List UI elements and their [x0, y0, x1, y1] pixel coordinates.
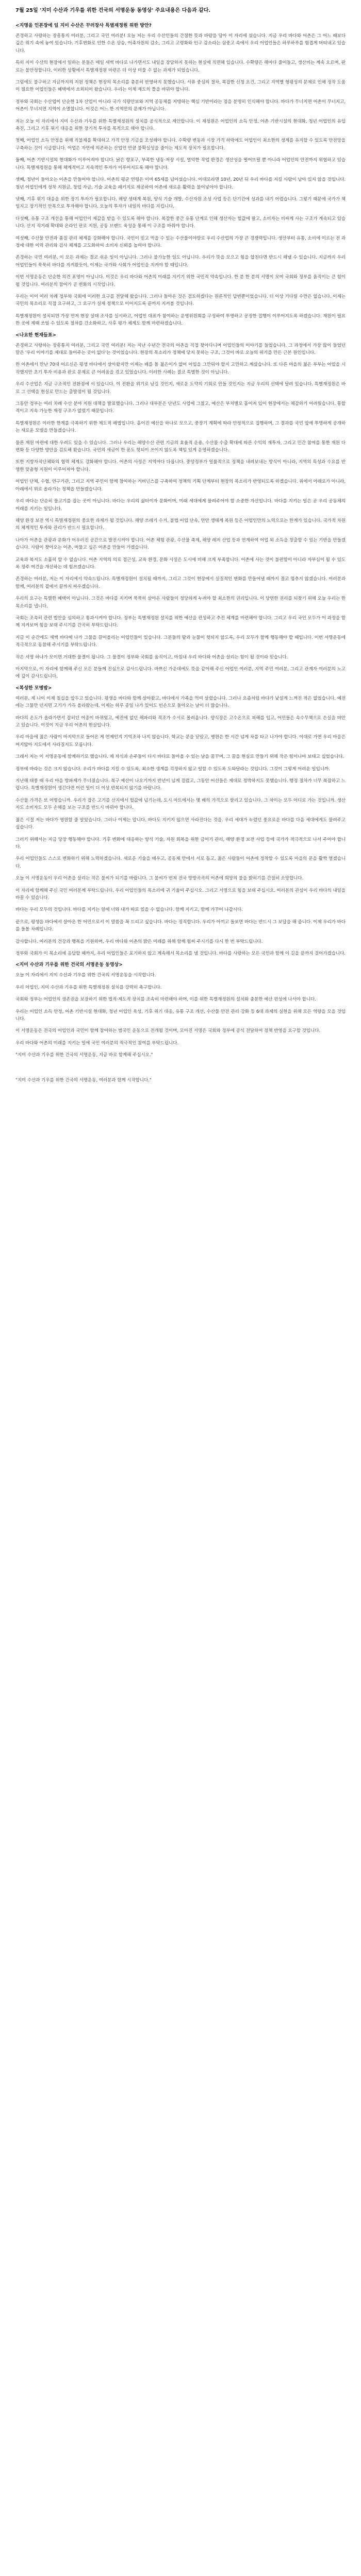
body-paragraph: 특별재정원이 설치되면 가장 먼저 현장 실태 조사를 실시하고, 어업인 대표가 참여하는 운영위원회를 구성하여 투명하고 공정한 집행이 이루어지도록 하겠습니다. 재원이 필요한 곳에 제때 쓰일 수 있도록 절차를 간소화하고, 사후 평가 체계도 함께 마련하겠습니다.	[15, 313, 346, 327]
body-paragraph: 나아가 어촌을 관광과 문화가 어우러진 공간으로 발전시켜야 합니다. 어촌 체험 관광, 수산물 축제, 해양 레저 산업 등과 연계하여 어업 외 소득을 창출할 수 있는 기반을 만들겠습니다. 사람이 찾아오는 어촌, 머물고 싶은 어촌을 만들어 가겠습니다.	[15, 537, 346, 551]
section-heading: <복성한 모병밤>	[15, 685, 52, 691]
body-paragraph: 저는 오늘 이 자리에서 지미 수산과 기우를 위한 특별재정원의 설치를 공식적으로 제안합니다. 이 재정원은 어업인의 소득 안정, 어촌 기반시설의 현대화, 청년 어업인의 유입 촉진, 그리고 기후 위기 대응을 위한 장기적 투자를 목적으로 해야 합니다.	[15, 118, 346, 132]
body-paragraph: 셋째, 청년이 돌아오는 어촌을 만들어야 합니다. 어촌의 평균 연령은 이미 65세를 넘어섰습니다. 이대로라면 10년, 20년 뒤 우리 바다를 지킬 사람이 남아 있지 않을 것입니다. 청년 어업인에게 정착 지원금, 창업 자금, 기술 교육을 패키지로 제공하여 어촌에 새로운 활력을 불어넣어야 합니다.	[15, 177, 346, 190]
body-paragraph: 우리 바다와 어촌의 미래를 지키는 일에 국민 여러분의 적극적인 참여를 부탁드립니다.	[15, 1040, 179, 1046]
body-paragraph: 감사합니다. 여러분의 건강과 행복을 기원하며, 우리 바다와 어촌의 밝은 미래를 위해 함께 힘써 주시기를 다시 한 번 부탁드립니다.	[15, 939, 263, 944]
body-paragraph: 특히 지미 수산의 현장에서 일하는 분들은 매일 새벽 바다로 나가면서도 내일을 장담하지 못하는 현실에 직면해 있습니다. 수확량은 해마다 줄어들고, 생산비는 계속 오르며, 판로는 불안정합니다. 이러한 상황에서 특별재정원 마련은 더 이상 미룰 수 없는 과제가 되었습니다.	[15, 60, 346, 73]
body-paragraph: 우리는 어업인 소득 안정, 어촌 기반시설 현대화, 청년 어업인 육성, 기후 위기 대응, 유통 구조 개선, 수산물 안전 관리 강화 등 6대 과제의 실현을 위해 모든 역량을 모을 것입니다.	[15, 1009, 346, 1022]
body-paragraph: 존경하고 사랑하는 장흥통지 여러분, 그리고 국민 여러분! 저는 지난 수년간 전국의 어촌을 직접 찾아다니며 어업인들의 이야기를 들었습니다. 그 과정에서 가장 많이 들었던 말은 '우리 이야기를 제대로 들어주는 곳이 없다'는 것이었습니다. 현장의 목소리가 정책에 닿지 못하는 구조, 그것이 바로 오늘의 위기를 만든 근본 원인입니다.	[15, 343, 346, 355]
body-paragraph: 국회와 정부는 어업인의 생존권을 보장하기 위한 법적·제도적 장치를 조속히 마련해야 하며, 이를 위한 특별재정원의 설치와 충분한 예산 편성에 나서야 합니다.	[15, 997, 316, 1003]
body-paragraph: 교육과 복지도 소홀히 할 수 없습니다. 어촌 지역의 의료 접근성, 교육 환경, 문화 시설은 도시에 비해 크게 부족합니다. 어촌에 사는 것이 불편함이 아니라 자부심이 될 수 있도록 정주 여건을 개선하는 데 힘쓰겠습니다.	[15, 557, 346, 570]
body-paragraph: 작은 서명 하나가 모이면 거대한 물결이 됩니다. 그 물결이 정부와 국회를 움직이고, 마침내 우리 바다와 어촌을 살리는 힘이 될 것이라 믿습니다.	[15, 654, 288, 660]
section-heading: <지미 수산과 기우를 위한 건국의 서명운동 동영상>	[15, 962, 123, 968]
body-paragraph: 정부와 국회가 이 목소리에 응답할 때까지, 우리 어업인들은 포기하지 않고 계속해서 목소리를 낼 것입니다. 바다를 사랑하는 모든 국민과 함께 이 길을 끝까지 걸어가겠습니다.	[15, 951, 346, 956]
press-release-title: 7월 25일 '지미 수산과 기우를 위한 건국의 서명운동 동영상' 주요내용은 다음과 같다.	[15, 8, 211, 13]
body-paragraph: 우리는 이미 여러 차례 정부와 국회에 이러한 요구를 전달해 왔습니다. 그러나 돌아온 것은 검토하겠다는 원론적인 답변뿐이었습니다. 더 이상 기다릴 수만은 없습니다. 이제는 국민의 목소리로 직접 요구하고, 그 요구가 실제 정책으로 이어지도록 끝까지 지켜볼 것입니다.	[15, 294, 346, 307]
body-paragraph: 끝으로, 평생을 바다에서 살아온 한 어민으로서 이 말씀을 꼭 드리고 싶습니다. 바다는 정직합니다. 우리가 아끼고 돌보면 바다는 반드시 그 보답을 해 줍니다. 이제 우리가 바다를 돌볼 차례입니다.	[15, 919, 346, 933]
section-heading: <나요한 현재들표>	[15, 332, 57, 338]
body-paragraph: 우리 어업인들도 스스로 변화하기 위해 노력하겠습니다. 새로운 기술을 배우고, 공동체 안에서 서로 돕고, 젊은 사람들이 어촌에 정착할 수 있도록 마을의 문을 활짝 열겠습니다.	[15, 856, 346, 869]
body-paragraph: 우리 마을에 젊은 사람이 마지막으로 들어온 게 언제인지 기억조차 나지 않습니다. 학교는 문을 닫았고, 병원은 한 시간 넘게 차를 타고 나가야 합니다. 이대로 가면 우리 마을은 머지않아 지도에서 사라질지도 모릅니다.	[15, 735, 346, 748]
body-paragraph: 둘째, 어촌 기반시설의 현대화가 이루어져야 합니다. 낡은 항포구, 부족한 냉동·저장 시설, 열악한 작업 환경은 생산성을 떨어뜨릴 뿐 아니라 어업인의 안전까지 위협하고 있습니다. 특별재정원을 통해 체계적이고 지속적인 투자가 이루어지도록 해야 합니다.	[15, 158, 346, 171]
body-paragraph: 존경하는 여러분, 저는 이 자리에서 약속드립니다. 특별재정원이 설치될 때까지, 그리고 그것이 현장에서 실질적인 변화를 만들어낼 때까지 결코 멈추지 않겠습니다. 여러분과 함께, 여러분의 곁에서 끝까지 싸우겠습니다.	[15, 577, 346, 589]
body-paragraph: 수산물 가격은 또 어떻습니까. 우리가 잡은 고기를 산지에서 헐값에 넘기는데, 도시 마트에서는 몇 배의 가격으로 팔리고 있습니다. 그 차이는 모두 어디로 가는 것입니까. 생산자도 소비자도 모두 손해를 보는 구조를 반드시 바꿔야 합니다.	[15, 798, 346, 811]
section-heading: <지명을 인본장에 일 지미 수산은 꾸러장사 특별재정원 위한 방안?	[15, 23, 152, 28]
body-paragraph: 그럼에도 불구하고 지금까지의 지원 정책은 현장의 목소리를 충분히 반영하지 못했습니다. 서류 중심의 절차, 복잡한 신청 요건, 그리고 지역별 형평성의 문제로 인해 정작 도움이 필요한 어업인들은 혜택에서 소외되어 왔습니다. 우리는 이제 제도의 틀을 바꿔야 합니다.	[15, 80, 346, 93]
body-paragraph: 이 서명운동은 전국의 어업인과 국민이 함께 참여하는 범국민 운동으로 전개될 것이며, 모아진 서명은 국회와 정부에 공식 전달하여 정책 반영을 요구할 것입니다.	[15, 1028, 321, 1034]
body-paragraph: 오늘 이 자리에서 지미 수산과 기우를 위한 건국의 서명운동을 시작합니다.	[15, 973, 156, 978]
body-paragraph: 어업인 단체, 수협, 연구기관, 그리고 지역 주민이 함께 참여하는 거버넌스를 구축하여 정책의 기획 단계부터 현장의 목소리가 반영되도록 하겠습니다. 위에서 아래로가 아니라, 아래에서 위로 올라가는 정책을 만들겠습니다.	[15, 479, 346, 492]
body-paragraph: 우리 어업인, 지미 수산과 기우를 위한 특별재정원 설치를 강력히 촉구합니다.	[15, 985, 162, 990]
body-paragraph: 여섯째, 수산물 안전과 품질 관리 체계를 강화해야 합니다. 국민이 믿고 먹을 수 있는 수산물이야말로 우리 수산업의 가장 큰 경쟁력입니다. 생산부터 유통, 소비에 이르는 전 과정에 대한 이력 관리와 검사 체계를 고도화하여 소비자 신뢰를 높여야 합니다.	[15, 235, 346, 248]
body-paragraph: 해양 환경 보전 역시 특별재정원의 중요한 과제가 될 것입니다. 해양 쓰레기 수거, 불법 어업 단속, 연안 생태계 복원 등은 어업인만의 노력으로는 한계가 있습니다. 국가적 차원의 체계적인 투자와 관리가 반드시 필요합니다.	[15, 518, 346, 531]
body-paragraph: 이 자리에 함께해 주신 국민 여러분께 부탁드립니다. 우리 어업인들의 목소리에 귀 기울여 주십시오. 그리고 서명으로 힘을 보태 주십시오. 여러분의 관심이 우리 바다의 내일을 바꿀 수 있습니다.	[15, 888, 346, 901]
body-paragraph: 존경하는 국민 여러분, 이 모든 과제는 결코 쉬운 일이 아닙니다. 그러나 불가능한 일도 아닙니다. 우리가 뜻을 모으고 힘을 합친다면 반드시 해낼 수 있습니다. 지금까지 우리 어업인들이 묵묵히 바다를 지켜왔듯이, 이제는 국가와 사회가 어업인을 지켜야 할 때입니다.	[15, 255, 346, 268]
body-paragraph: 물론 재원 마련에 대한 우려도 있을 수 있습니다. 그러나 우리는 해양수산 관련 기금의 효율적 운용, 수산물 수출 확대에 따른 수익의 재투자, 그리고 민간 참여를 통한 재원 다변화 등 다양한 방안을 검토해 왔습니다. 국민의 세금이 한 푼도 헛되이 쓰이지 않도록 책임 있게 운영하겠습니다.	[15, 440, 346, 453]
body-paragraph: 이번 서명운동은 단순한 의견 표명이 아닙니다. 이것은 우리 바다와 어촌의 미래를 지키기 위한 국민적 약속입니다. 한 분 한 분의 서명이 모여 국회와 정부를 움직이는 큰 힘이 될 것입니다. 여러분의 참여가 곧 변화의 시작입니다.	[15, 275, 346, 287]
body-paragraph: 오늘 이 서명운동이 우리 어촌을 살리는 작은 불씨가 되기를 바랍니다. 그 불씨가 번져 전국 방방곡곡의 어촌에 희망의 불을 밝히기를 간절히 소망합니다.	[15, 876, 304, 882]
body-paragraph: 마지막으로, 이 자리에 함께해 주신 모든 분들께 진심으로 감사드립니다. 바쁘신 가운데에도 뜻을 같이해 주신 어업인 여러분, 지역 주민 여러분, 그리고 관계자 여러분의 노고에 깊이 감사드립니다.	[15, 667, 346, 680]
body-paragraph: 존경하고 사랑하는 장흥통지 여러분, 그리고 국민 여러분! 오늘 저는 우리 수산인들의 간절한 뜻과 바람을 담아 이 자리에 섰습니다. 지금 우리 바다와 어촌은 그 어느 때보다 깊은 위기 속에 놓여 있습니다. 기후변화로 인한 수온 상승, 어족자원의 감소, 그리고 고령화와 인구 감소라는 삼중고 속에서 우리 어업인들은 하루하루를 힘겹게 버텨내고 있습니다.	[15, 33, 346, 54]
body-section	[15, 23, 346, 328]
body-paragraph: 그러기 위해서는 지금 당장 행동해야 합니다. 기후 변화에 대응하는 양식 기술, 자원 회복을 위한 금어기 관리, 해양 환경 보전 사업 등에 국가가 적극적으로 나서 주어야 합니다.	[15, 837, 346, 850]
body-paragraph: 여러분, 제 나이 이제 칠십을 앞두고 있습니다. 평생을 바다와 함께 살아왔고, 바다에서 가족을 먹여 살렸습니다. 그러나 요즘처럼 바다가 낯설게 느껴진 적은 없었습니다. 예전에는 그물만 던지면 고기가 가득 올라왔는데, 이제는 하루 종일 나가 있어도 빈손으로 돌아오는 날이 더 많습니다.	[15, 696, 346, 709]
body-paragraph: 지난해 태풍 때 우리 마을 방파제가 무너졌습니다. 복구 예산이 나오기까지 반년이 넘게 걸렸고, 그동안 어선들은 제대로 정박하지도 못했습니다. 행정 절차가 너무 복잡하고 느립니다. 특별재정원이 생긴다면 이런 일이 더 이상 반복되지 않기를 바랍니다.	[15, 778, 346, 791]
body-paragraph: 바다는 우리 모두의 것입니다. 바다를 지키는 일에 너와 내가 따로 있을 수 없습니다. 함께 지키고, 함께 가꾸어 나갑시다.	[15, 907, 243, 913]
body-paragraph: 특별재정원은 이러한 한계를 극복하기 위한 제도적 해법입니다. 흩어진 예산을 하나로 모으고, 중장기 계획에 따라 안정적으로 집행하며, 그 결과를 국민 앞에 투명하게 공개하는 새로운 모델을 만들겠습니다.	[15, 420, 346, 434]
body-paragraph: 한 어촌에서 만난 70대 어르신은 평생 바다에서 살아왔지만 이제는 배를 몰 젊은이가 없어 어업을 그만둬야 할지 고민하고 계셨습니다. 또 다른 마을의 젊은 부부는 어업을 시작했지만 초기 투자 비용과 판로 문제로 큰 어려움을 겪고 있었습니다. 이러한 사례는 결코 특별한 것이 아닙니다.	[15, 362, 346, 375]
body-paragraph: 우리 바다는 단순히 물고기를 잡는 곳이 아닙니다. 바다는 우리의 삶터이자 문화이며, 미래 세대에게 물려주어야 할 소중한 자산입니다. 바다를 지키는 일은 곧 우리 공동체의 미래를 지키는 일입니다.	[15, 499, 346, 512]
body-paragraph: "지미 수산과 기우를 위한 건국의 서명운동, 지금 바로 함께해 주십시오."	[15, 1053, 153, 1058]
body-paragraph: 젊은 시절 저는 바다가 영원할 줄 알았습니다. 그러나 이제는 압니다. 바다도 지키지 않으면 사라진다는 것을. 우리 세대가 누렸던 풍요로운 바다를 다음 세대에게도 물려주고 싶습니다.	[15, 817, 346, 831]
press-release-body	[15, 23, 346, 1089]
body-section	[15, 685, 346, 958]
body-paragraph: 정부와 국회는 수산업이 단순한 1차 산업이 아니라 국가 식량안보와 지역 공동체를 지탱하는 핵심 기반이라는 점을 분명히 인식해야 합니다. 바다가 무너지면 어촌이 무너지고, 어촌이 무너지면 지역이 소멸합니다. 이것은 어느 한 지역만의 문제가 아닙니다.	[15, 99, 346, 112]
body-paragraph: 다섯째, 유통 구조 개선을 통해 어업인이 제값을 받을 수 있도록 해야 합니다. 복잡한 중간 유통 단계로 인해 생산자는 헐값에 팔고, 소비자는 비싸게 사는 구조가 계속되고 있습니다. 산지 직거래 확대와 온라인 판로 지원, 공동 브랜드 육성을 통해 이 구조를 바꿔야 합니다.	[15, 216, 346, 229]
body-paragraph: 지금 이 순간에도 새벽 바다에 나가 그물을 끌어올리는 어업인들이 있습니다. 그분들의 땀과 눈물이 헛되지 않도록, 우리 모두가 함께 행동해야 할 때입니다. 이번 서명운동에 적극적으로 동참해 주시기를 부탁드립니다.	[15, 635, 346, 648]
body-paragraph: 그동안 정부는 여러 차례 수산 분야 지원 대책을 발표했습니다. 그러나 대부분은 단년도 사업에 그쳤고, 예산은 부처별로 흩어져 있어 현장에서는 체감하기 어려웠습니다. 통합적이고 지속 가능한 재정 구조가 없었기 때문입니다.	[15, 401, 346, 414]
body-section	[15, 962, 346, 1059]
body-paragraph: 우리의 요구는 특별한 혜택이 아닙니다. 그것은 바다를 지키며 묵묵히 살아온 사람들이 정당하게 누려야 할 최소한의 권리입니다. 이 당연한 권리를 되찾기 위해 오늘 우리는 한 목소리를 냅니다.	[15, 596, 346, 609]
body-paragraph: 국회는 조속히 관련 법안을 심의하고 통과시켜야 합니다. 정부는 특별재정원 설치를 위한 예산을 편성하고 추진 체계를 마련해야 합니다. 그리고 우리 국민 모두가 이 과정을 함께 지켜보며 힘을 보태 주시기를 간곡히 부탁드립니다.	[15, 615, 346, 629]
body-paragraph: 우리 수산업은 지금 구조적인 전환점에 서 있습니다. 이 전환을 위기로 남길 것인지, 새로운 도약의 기회로 만들 것인지는 지금 우리의 선택에 달려 있습니다. 특별재정원은 바로 그 선택을 현실로 만드는 출발점이 될 것입니다.	[15, 382, 346, 395]
body-paragraph: 정부에 바라는 것은 크지 않습니다. 우리가 바다를 지킬 수 있도록, 최소한 생계를 걱정하지 않고 일할 수 있도록 도와달라는 것입니다. 그것이 그렇게 어려운 일입니까.	[15, 766, 330, 772]
body-paragraph: 첫째, 어업인 소득 안정을 위해 직불제를 확대하고 가격 안정 기금을 조성해야 합니다. 수확량 변동과 시장 가격 하락에도 어업인이 최소한의 생계를 유지할 수 있도록 안전망을 구축하는 것이 시급합니다. 어업은 자연에 의존하는 산업인 만큼 불확실성을 줄이는 제도적 장치가 필요합니다.	[15, 138, 346, 151]
body-section	[15, 332, 346, 681]
body-paragraph: 또한 지방자치단체와의 협력 체계도 강화해야 합니다. 어촌의 사정은 지역마다 다릅니다. 중앙정부가 일률적으로 정책을 내려보내는 방식이 아니라, 지역의 특성과 수요를 반영한 맞춤형 지원이 이루어져야 합니다.	[15, 460, 346, 472]
closing-statement: "지미 수산과 기우를 위한 건국의 서명운동, 여러분과 함께 시작합니다."	[15, 1077, 152, 1083]
body-paragraph: 그래서 저는 이 서명운동에 함께하기로 했습니다. 제 자식과 손주들이 다시 바다로 돌아올 수 있는 날을 꿈꾸며, 그 꿈을 현실로 만들기 위해 작은 힘이나마 보태고 싶었습니다.	[15, 754, 344, 760]
body-paragraph: 넷째, 기후 위기 대응을 위한 장기 투자가 필요합니다. 해양 생태계 복원, 양식 기술 개발, 수산자원 조성 사업 등은 단기간에 성과를 내기 어렵습니다. 그렇기 때문에 국가가 책임지고 장기적인 안목으로 투자해야 합니다. 오늘의 투자가 내일의 바다를 지킵니다.	[15, 196, 346, 210]
body-paragraph: 바다의 온도가 올라가면서 잡히던 어종이 바뀌었고, 예전에 없던 해파리와 적조가 수시로 몰려옵니다. 양식장은 고수온으로 피해를 입고, 어민들은 속수무책으로 손실을 떠안고 있습니다. 이것이 지금 우리 어촌의 현실입니다.	[15, 715, 346, 728]
